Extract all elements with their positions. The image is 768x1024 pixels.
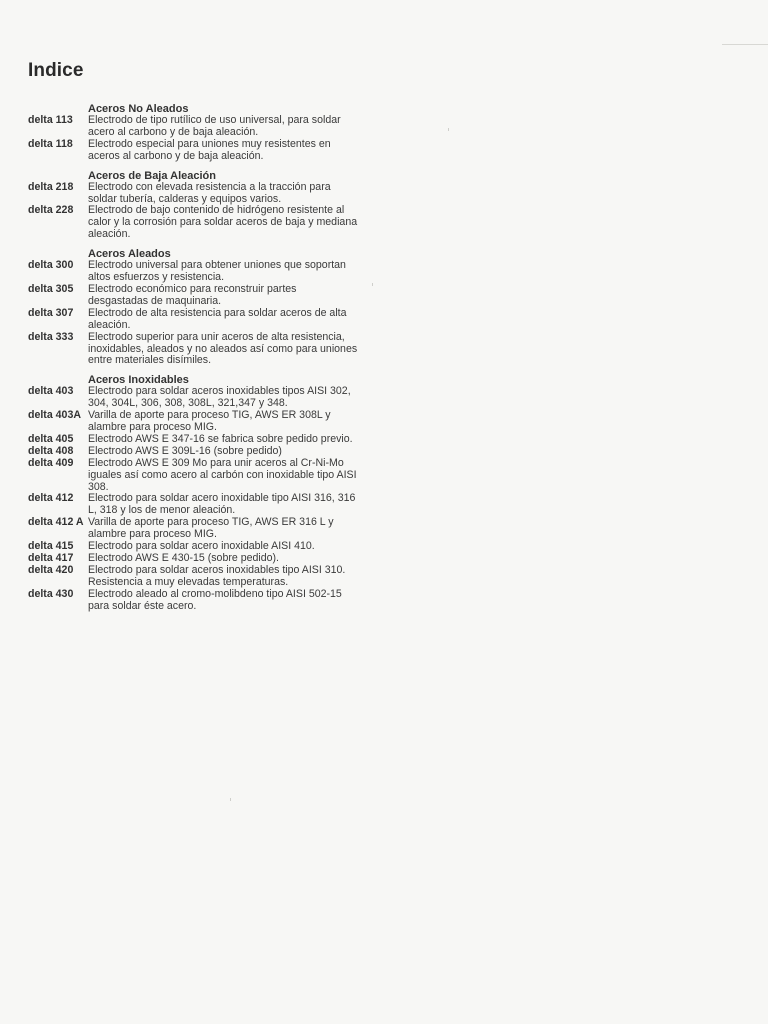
product-description: Electrodo de alta resistencia para soldar aceros de alta aleación. bbox=[88, 306, 347, 331]
section-aceros-aleados bbox=[28, 248, 358, 367]
index-entry bbox=[28, 260, 358, 284]
product-description: Electrodo especial para uniones muy resistentes en aceros al carbono y de baja aleación. bbox=[88, 137, 331, 162]
product-description: Electrodo de bajo contenido de hidrógeno resistente al calor y la corrosión para soldar aceros de baja y mediana aleación. bbox=[88, 204, 358, 241]
product-description: Electrodo con elevada resistencia a la tracción para soldar tubería, calderas y equipos varios. bbox=[88, 180, 331, 205]
product-description: Electrodo AWS E 309L-16 (sobre pedido) bbox=[88, 444, 282, 457]
index-entry bbox=[28, 308, 358, 332]
scan-speck bbox=[372, 283, 373, 286]
product-description: Varilla de aporte para proceso TIG, AWS ER 316 L y alambre para proceso MIG. bbox=[88, 516, 334, 541]
scan-speck bbox=[230, 798, 231, 801]
index-entry bbox=[28, 205, 358, 241]
product-description: Electrodo económico para reconstruir partes desgastadas de maquinaria. bbox=[88, 282, 297, 307]
index-entry bbox=[28, 139, 358, 163]
product-description: Electrodo universal para obtener uniones que soportan altos esfuerzos y resistencia. bbox=[88, 259, 346, 284]
product-code: delta 113 bbox=[28, 114, 73, 126]
index-entry bbox=[28, 332, 358, 368]
section-aceros-no-aleados bbox=[28, 103, 358, 163]
product-code: delta 333 bbox=[28, 330, 74, 343]
product-code: delta 405 bbox=[28, 432, 74, 445]
product-code: delta 408 bbox=[28, 444, 74, 457]
product-description: Electrodo AWS E 347-16 se fabrica sobre pedido previo. bbox=[88, 432, 353, 445]
product-code: delta 118 bbox=[28, 137, 73, 150]
index-entry bbox=[28, 517, 358, 541]
index-entry bbox=[28, 458, 358, 494]
product-code: delta 228 bbox=[28, 204, 74, 217]
index-list bbox=[28, 103, 358, 620]
product-description: Electrodo para soldar aceros inoxidables tipos AISI 302, 304, 304L, 306, 308, 308L, 321,347 y 348. bbox=[88, 385, 351, 410]
product-code: delta 420 bbox=[28, 563, 74, 576]
product-code: delta 415 bbox=[28, 540, 74, 553]
product-code: delta 300 bbox=[28, 259, 74, 272]
product-description: Electrodo para soldar acero inoxidable tipo AISI 316, 316 L, 318 y los de menor aleación. bbox=[88, 492, 356, 517]
section-heading: Aceros No Aleados bbox=[88, 103, 189, 115]
product-description: Electrodo aleado al cromo-molibdeno tipo AISI 502-15 para soldar éste acero. bbox=[88, 587, 342, 612]
product-code: delta 307 bbox=[28, 306, 74, 319]
section-heading: Aceros Inoxidables bbox=[88, 374, 189, 387]
index-entry bbox=[28, 589, 358, 613]
product-code: delta 403 bbox=[28, 385, 74, 398]
product-code: delta 412 bbox=[28, 492, 74, 505]
index-entry bbox=[28, 565, 358, 589]
section-aceros-inoxidables bbox=[28, 374, 358, 612]
index-entry bbox=[28, 493, 358, 517]
product-code: delta 218 bbox=[28, 180, 74, 193]
index-entry bbox=[28, 386, 358, 410]
product-description: Electrodo superior para unir aceros de alta resistencia, inoxidables, aleados y no aleados así como para uniones entre materiales disímiles. bbox=[88, 330, 358, 367]
index-entry bbox=[28, 182, 358, 206]
index-entry bbox=[28, 284, 358, 308]
product-description: Electrodo AWS E 309 Mo para unir aceros al Cr-Ni-Mo iguales así como acero al carbón con inoxidable tipo AISI 308. bbox=[88, 456, 357, 493]
product-description: Electrodo AWS E 430-15 (sobre pedido). bbox=[88, 552, 279, 564]
section-aceros-baja-aleacion bbox=[28, 170, 358, 242]
scan-edge-line bbox=[722, 44, 768, 45]
section-heading: Aceros de Baja Aleación bbox=[88, 169, 216, 182]
product-description: Electrodo para soldar acero inoxidable AISI 410. bbox=[88, 540, 315, 553]
product-code: delta 403A bbox=[28, 409, 81, 422]
index-entry bbox=[28, 115, 358, 139]
product-description: Electrodo para soldar aceros inoxidables tipo AISI 310. Resistencia a muy elevadas temperaturas. bbox=[88, 563, 346, 588]
product-code: delta 417 bbox=[28, 552, 74, 564]
product-description: Electrodo de tipo rutílico de uso universal, para soldar acero al carbono y de baja aleación. bbox=[88, 114, 341, 138]
scan-speck bbox=[448, 128, 449, 131]
product-description: Varilla de aporte para proceso TIG, AWS ER 308L y alambre para proceso MIG. bbox=[88, 409, 331, 434]
product-code: delta 305 bbox=[28, 282, 74, 295]
product-code: delta 430 bbox=[28, 587, 74, 600]
section-heading: Aceros Aleados bbox=[88, 248, 171, 261]
index-entry bbox=[28, 410, 358, 434]
product-code: delta 409 bbox=[28, 456, 74, 469]
product-code: delta 412 A bbox=[28, 516, 84, 529]
page-title: Indice bbox=[28, 60, 84, 81]
